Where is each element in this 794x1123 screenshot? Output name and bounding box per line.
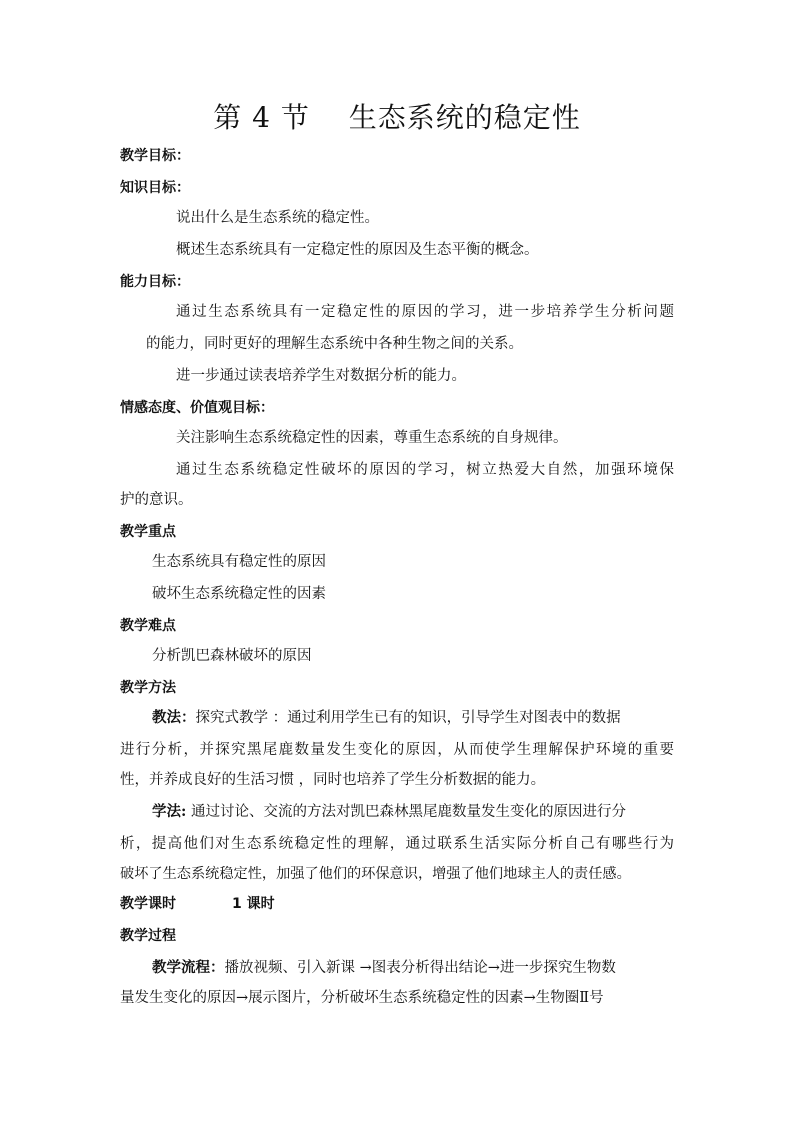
hours-value: 1 课时 bbox=[232, 896, 275, 912]
emotion-paragraph-line: 关注影响生态系统稳定性的因素，尊重生态系统的自身规律。 bbox=[176, 430, 568, 446]
emotion-paragraph-line: 通过生态系统稳定性破坏的原因的学习，树立热爱大自然，加强环境保 bbox=[176, 462, 674, 478]
heading-key-points: 教学重点 bbox=[120, 524, 176, 540]
heading-knowledge-goals: 知识目标： bbox=[120, 180, 190, 196]
heading-teaching-goals: 教学目标： bbox=[120, 148, 190, 164]
heading-process: 教学过程 bbox=[120, 928, 176, 944]
flow-line bbox=[152, 958, 674, 978]
learn-text: 通过讨论、交流的方法对凯巴森林黑尾鹿数量发生变化的原因进行分 bbox=[190, 804, 626, 820]
teach-method-line: 性，并养成良好的生活习惯 ，同时也培养了学生分析数据的能力。 bbox=[120, 772, 546, 788]
document-title: 第 4 节 生态系统的稳定性 bbox=[213, 101, 581, 134]
ability-paragraph-line: 通过生态系统具有一定稳定性的原因的学习，进一步培养学生分析问题 bbox=[176, 304, 674, 320]
heading-hours: 教学课时 bbox=[120, 896, 176, 912]
learn-method-line: 破坏了生态系统稳定性，加强了他们的环保意识，增强了他们地球主人的责任感。 bbox=[120, 866, 631, 882]
heading-emotion-goals: 情感态度、价值观目标： bbox=[120, 400, 274, 416]
ability-paragraph-line: 进一步通过读表培养学生对数据分析的能力。 bbox=[176, 368, 466, 384]
knowledge-item: 概述生态系统具有一定稳定性的原因及生态平衡的概念。 bbox=[176, 242, 539, 258]
learn-label: 学法: bbox=[152, 803, 187, 820]
heading-difficulty: 教学难点 bbox=[120, 618, 176, 634]
learn-method-line bbox=[152, 802, 674, 822]
teach-text: 探究式教学 ：通过利用学生已有的知识，引导学生对图表中的数据 bbox=[195, 710, 621, 726]
difficulty-item: 分析凯巴森林破坏的原因 bbox=[152, 648, 312, 664]
key-point-item: 生态系统具有稳定性的原因 bbox=[152, 554, 326, 570]
ability-paragraph-line: 的能力，同时更好的理解生态系统中各种生物之间的关系。 bbox=[146, 336, 523, 352]
teach-label: 教法： bbox=[152, 709, 196, 726]
heading-method: 教学方法 bbox=[120, 680, 176, 696]
key-point-item: 破坏生态系统稳定性的因素 bbox=[152, 586, 326, 602]
flow-text: 播放视频、引入新课 →图表分析得出结论→进一步探究生物数 bbox=[224, 960, 616, 976]
flow-label: 教学流程： bbox=[152, 959, 225, 976]
heading-ability-goals: 能力目标： bbox=[120, 274, 190, 290]
emotion-paragraph-line: 护的意识。 bbox=[120, 492, 193, 508]
learn-method-line: 析，提高他们对生态系统稳定性的理解，通过联系生活实际分析自己有哪些行为 bbox=[120, 836, 674, 852]
flow-line: 量发生变化的原因→展示图片，分析破坏生态系统稳定性的因素→生物圈Ⅱ号 bbox=[120, 990, 604, 1006]
teach-method-line bbox=[152, 708, 674, 728]
knowledge-item: 说出什么是生态系统的稳定性。 bbox=[176, 210, 379, 226]
teach-method-line: 进行分析，并探究黑尾鹿数量发生变化的原因，从而使学生理解保护环境的重要 bbox=[120, 742, 674, 758]
